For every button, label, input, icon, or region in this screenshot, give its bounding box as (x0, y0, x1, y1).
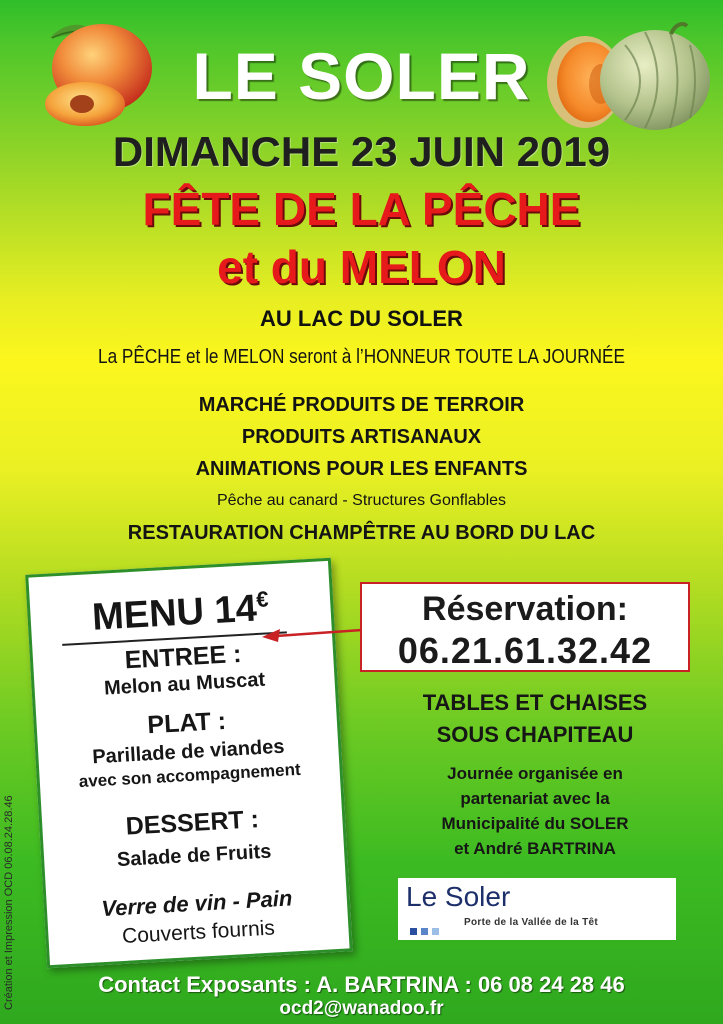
menu-title-text: MENU 14 (91, 587, 258, 639)
cutlery-text: Couverts fournis (121, 916, 276, 948)
reservation-label: Réservation: (422, 590, 628, 628)
dessert-heading: DESSERT : (124, 805, 260, 841)
activity-item: ANIMATIONS POUR LES ENFANTS (195, 458, 528, 480)
entree-dish: Melon au Muscat (103, 668, 266, 700)
entree-heading: ENTREE : (124, 639, 243, 675)
organizer-line2: partenariat avec la (460, 789, 610, 808)
logo-square (410, 928, 417, 935)
tables-line1: TABLES ET CHAISES (422, 690, 648, 715)
print-credit: Création et Impression OCD 06.08.24.28.46 (3, 795, 15, 1010)
tables-line2: SOUS CHAPITEAU (436, 722, 634, 747)
logo-square (432, 928, 439, 935)
contact-text: Contact Exposants : A. BARTRINA : 06 08 24 28 46 (98, 972, 625, 997)
logo-square (421, 928, 428, 935)
reservation-box (360, 582, 690, 672)
organizer-line3: Municipalité du SOLER (441, 814, 629, 833)
contact-email: ocd2@wanadoo.fr (279, 998, 444, 1019)
arrow-icon (262, 624, 362, 644)
activity-subitem: Pêche au canard - Structures Gonflables (216, 492, 507, 509)
festival-title-line1: FÊTE DE LA PÊCHE (142, 183, 581, 235)
logo-name: Le Soler (406, 881, 511, 912)
organizer-line1: Journée organisée en (447, 764, 623, 783)
event-date: DIMANCHE 23 JUIN 2019 (112, 128, 611, 175)
tagline-text: La PÊCHE et le MELON seront à l’HONNEUR TOUTE LA JOURNÉE (98, 346, 625, 368)
logo-squares-icon (410, 922, 450, 929)
reservation-phone: 06.21.61.32.42 (397, 630, 653, 671)
menu-currency: € (255, 586, 270, 612)
dessert-dish: Salade de Fruits (116, 840, 272, 872)
plat-dish-line1: Parillade de viandes (91, 735, 286, 769)
activity-item: MARCHÉ PRODUITS DE TERROIR (198, 394, 525, 416)
menu-card (25, 558, 353, 968)
logo-subtitle: Porte de la Vallée de la Têt (464, 917, 599, 928)
activity-item: RESTAURATION CHAMPÊTRE AU BORD DU LAC (127, 522, 596, 544)
activity-item: PRODUITS ARTISANAUX (241, 426, 482, 448)
drinks-text: Verre de vin - Pain (100, 885, 293, 922)
location-text: AU LAC DU SOLER (260, 306, 463, 331)
plat-heading: PLAT : (146, 706, 227, 740)
le-soler-logo (398, 878, 676, 940)
town-title: LE SOLER (192, 39, 531, 113)
plat-dish-line2: avec son accompagnement (78, 759, 302, 792)
organizer-line4: et André BARTRINA (454, 839, 616, 858)
festival-title-line2: et du MELON (217, 241, 506, 293)
